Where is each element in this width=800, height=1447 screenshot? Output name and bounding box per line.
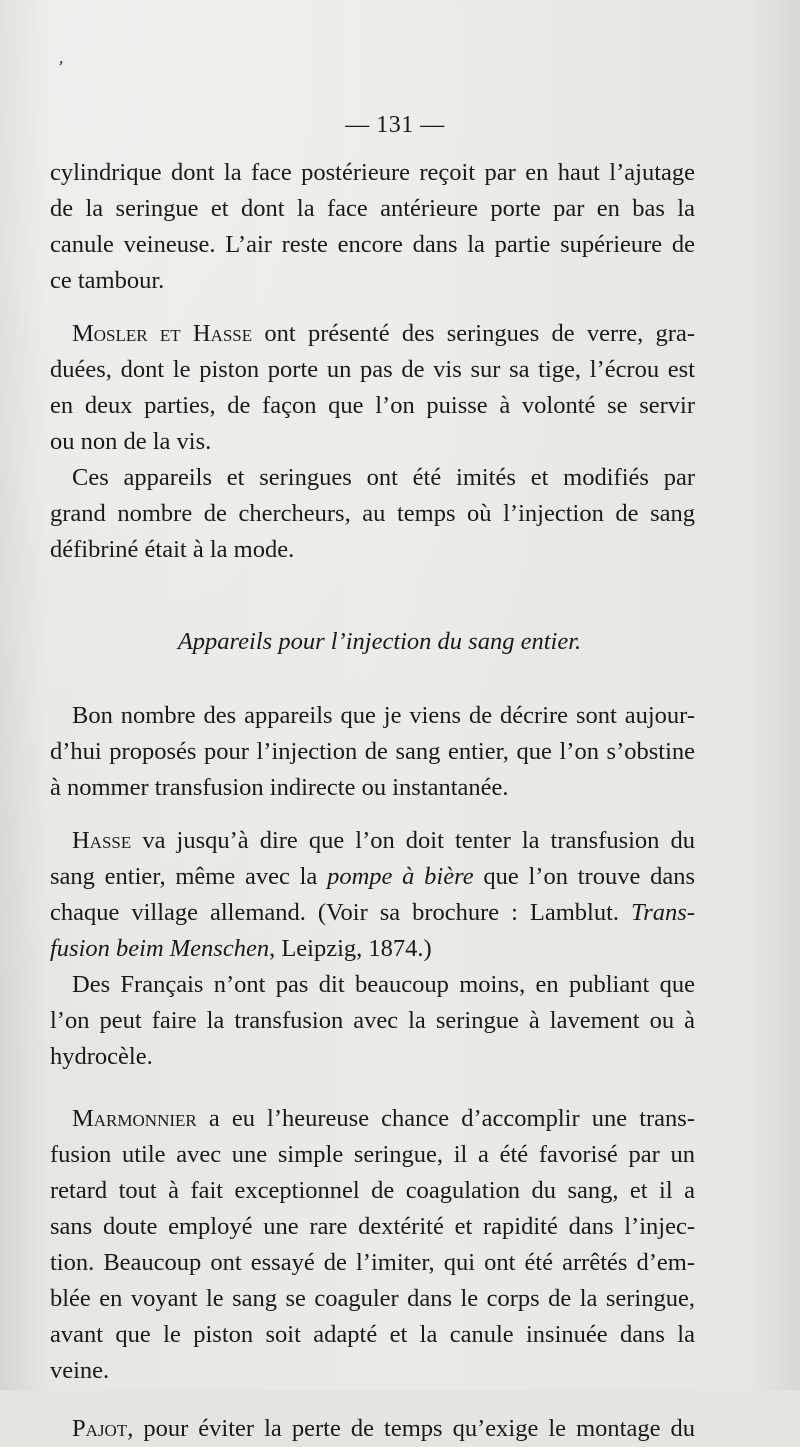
- section-heading: Appareils pour l’injection du sang entier.: [177, 628, 582, 655]
- text-line: en deux parties, de façon que l’on puisse à volonté se servir: [50, 392, 695, 419]
- page-number: — 131 —: [345, 112, 445, 138]
- text-line: ce tambour.: [50, 267, 165, 294]
- text-run: va jusqu’à dire que l’on doit tenter la transfusion du: [131, 827, 695, 854]
- italic-title: Trans-: [630, 899, 695, 926]
- text-line: veine.: [50, 1357, 110, 1384]
- text-line: duées, dont le piston porte un pas de vis sur sa tige, l’écrou est: [50, 356, 695, 383]
- italic-title: fusion beim Menschen: [50, 935, 270, 962]
- text-line: grand nombre de chercheurs, au temps où l’injection de sang: [50, 500, 695, 527]
- page-corner-mark: ’: [55, 56, 66, 78]
- text-line: Ces appareils et seringues ont été imités et modifiés par: [72, 464, 695, 491]
- text-line: canule veineuse. L’air reste encore dans la partie supérieure de: [50, 231, 695, 258]
- text-run: , Leipzig, 1874.): [269, 935, 432, 962]
- text-line: [50, 823, 695, 859]
- paragraph-gap: [50, 1389, 695, 1411]
- text-line: l’on peut faire la transfusion avec la seringue à lavement ou à: [50, 1007, 695, 1034]
- text-line: [50, 859, 695, 895]
- section-gap: [50, 660, 695, 698]
- author-names: Mosler et Hasse: [72, 320, 253, 347]
- paragraph-gap: [50, 806, 695, 823]
- body-text: [50, 155, 695, 1447]
- text-line: cylindrique dont la face postérieure reçoit par en haut l’ajutage: [50, 159, 695, 186]
- text-line: [50, 931, 695, 967]
- paragraph-gap: [50, 1075, 695, 1101]
- text-line: sans doute employé une rare dextérité et rapidité dans l’injec-: [50, 1213, 695, 1240]
- text-line: tion. Beaucoup ont essayé de l’imiter, qui ont été arrêtés d’em-: [50, 1249, 695, 1276]
- italic-term: pompe à bière: [327, 863, 474, 890]
- text-line: de la seringue et dont la face antérieure porte par en bas la: [50, 195, 695, 222]
- text-line: [50, 1101, 695, 1137]
- text-line: ou non de la vis.: [50, 428, 212, 455]
- author-name: Pajot: [72, 1415, 128, 1442]
- text-line: Bon nombre des appareils que je viens de décrire sont aujour-: [72, 702, 695, 729]
- paragraph-gap: [50, 299, 695, 316]
- text-run: ont présenté des seringues de verre, gra-: [252, 320, 695, 347]
- text-line: [50, 1411, 695, 1447]
- text-line: fusion utile avec une simple seringue, il a été favorisé par un: [50, 1141, 695, 1168]
- text-line: retard tout à fait exceptionnel de coagulation du sang, et il a: [50, 1177, 695, 1204]
- author-name: Marmonnier: [72, 1105, 197, 1132]
- text-run: , pour éviter la perte de temps qu’exige le montage du: [127, 1415, 695, 1442]
- text-run: a eu l’heureuse chance d’accomplir une trans-: [196, 1105, 695, 1132]
- text-line: défibriné était à la mode.: [50, 536, 295, 563]
- text-line: [50, 895, 695, 931]
- text-line: Des Français n’ont pas dit beaucoup moins, en publiant que: [72, 971, 695, 998]
- text-line: hydrocèle.: [50, 1043, 153, 1070]
- section-gap: [50, 568, 695, 624]
- text-line: [50, 316, 695, 352]
- text-line: avant que le piston soit adapté et la canule insinuée dans la: [50, 1321, 695, 1348]
- text-run: chaque village allemand. (Voir sa brochure : Lamblut.: [50, 899, 631, 926]
- text-run: sang entier, même avec la: [50, 863, 328, 890]
- text-line: d’hui proposés pour l’injection de sang entier, que l’on s’obstine: [50, 738, 695, 765]
- author-name: Hasse: [72, 827, 132, 854]
- text-run: que l’on trouve dans: [473, 863, 695, 890]
- text-line: à nommer transfusion indirecte ou instantanée.: [50, 774, 509, 801]
- text-line: blée en voyant le sang se coaguler dans le corps de la seringue,: [50, 1285, 695, 1312]
